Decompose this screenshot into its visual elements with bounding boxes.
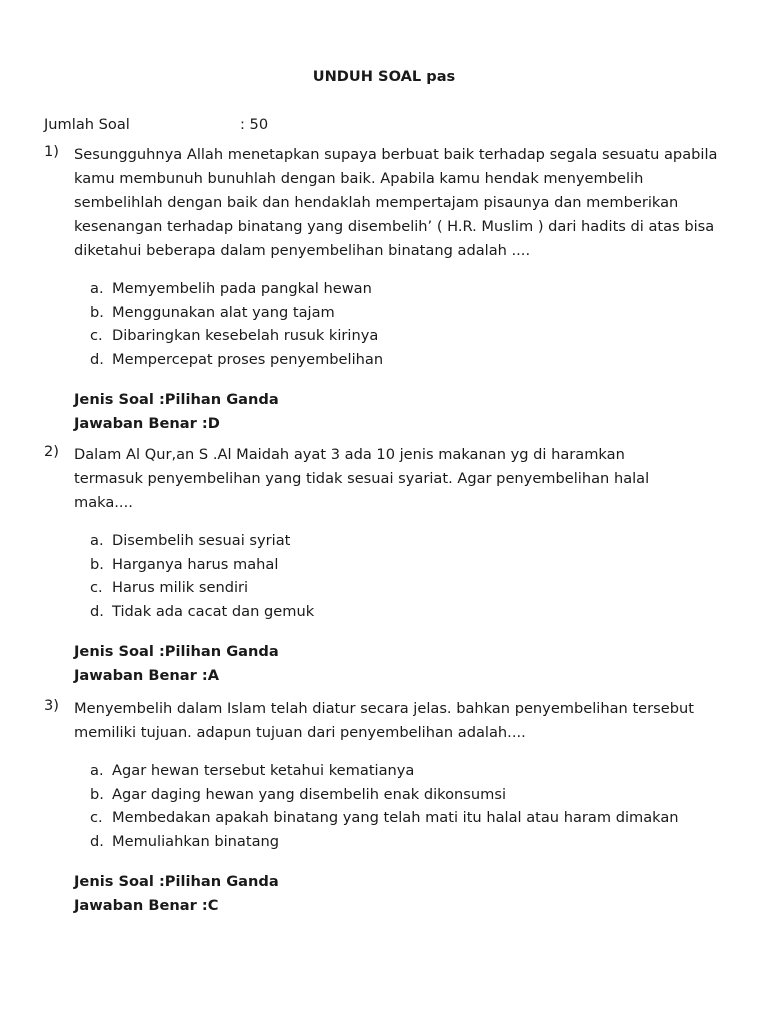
question-count-value: : 50: [240, 116, 269, 133]
correct-answer: Jawaban Benar :A: [74, 666, 220, 684]
question-type: Jenis Soal :Pilihan Ganda: [74, 872, 279, 890]
option-letter: a.: [90, 280, 104, 297]
option-letter: a.: [90, 762, 104, 779]
option-text: Mempercepat proses penyembelihan: [112, 351, 384, 369]
question-info: [74, 870, 734, 918]
option-letter: c.: [90, 327, 103, 345]
option-letter: d.: [90, 351, 104, 369]
correct-answer: Jawaban Benar :D: [74, 414, 220, 432]
question-1: [44, 143, 734, 436]
option-a: [90, 529, 734, 553]
question-number: 2): [44, 443, 59, 460]
question-text: Dalam Al Qur,an S .Al Maidah ayat 3 ada 10 jenis makanan yg di haramkan termasuk penyembelihan yang tidak sesuai syariat. Agar penyembelihan halal maka....: [74, 446, 650, 511]
option-a: [90, 277, 734, 301]
option-list: [90, 759, 734, 854]
option-c: [90, 324, 734, 348]
question-3: [44, 697, 734, 918]
option-text: Menggunakan alat yang tajam: [112, 303, 335, 321]
option-text: Dibaringkan kesebelah rusuk kirinya: [112, 327, 379, 345]
option-b: [90, 783, 734, 807]
option-letter: a.: [90, 532, 104, 549]
option-text: Memuliahkan binatang: [112, 833, 280, 851]
option-letter: c.: [90, 809, 103, 827]
option-text: Tidak ada cacat dan gemuk: [112, 603, 315, 621]
question-text: Sesungguhnya Allah menetapkan supaya berbuat baik terhadap segala sesuatu apabila kamu membunuh bunuhlah dengan baik. Apabila kamu hendak menyembelih sembelihlah dengan baik dan hendaklah mempertajam pisaunya dan memberikan kesenangan terhadap binatang yang disembelih’ ( H.R. Muslim ) dari hadits di atas bisa diketahui beberapa dalam penyembelihan binatang adalah ....: [74, 146, 718, 259]
option-letter: c.: [90, 579, 103, 597]
option-letter: d.: [90, 833, 104, 851]
option-list: [90, 277, 734, 372]
option-c: [90, 806, 734, 830]
option-letter: b.: [90, 303, 104, 321]
option-letter: d.: [90, 603, 104, 621]
option-d: [90, 830, 734, 854]
option-text: Disembelih sesuai syriat: [112, 532, 291, 549]
option-list: [90, 529, 734, 624]
option-a: [90, 759, 734, 783]
document-title: UNDUH SOAL pas: [312, 68, 456, 85]
option-text: Agar hewan tersebut ketahui kematianya: [112, 762, 415, 779]
option-d: [90, 348, 734, 372]
correct-answer: Jawaban Benar :C: [74, 896, 219, 914]
question-info: [74, 640, 734, 688]
question-number: 1): [44, 143, 59, 160]
option-text: Harganya harus mahal: [112, 555, 279, 573]
option-b: [90, 553, 734, 577]
question-2: [44, 443, 734, 688]
question-count-label: Jumlah Soal: [44, 116, 130, 133]
option-d: [90, 600, 734, 624]
option-letter: b.: [90, 785, 104, 803]
option-text: Agar daging hewan yang disembelih enak dikonsumsi: [112, 785, 507, 803]
option-letter: b.: [90, 555, 104, 573]
option-c: [90, 576, 734, 600]
question-count: [44, 116, 268, 133]
question-type: Jenis Soal :Pilihan Ganda: [74, 642, 279, 660]
option-b: [90, 301, 734, 325]
question-type: Jenis Soal :Pilihan Ganda: [74, 390, 279, 408]
question-text: Menyembelih dalam Islam telah diatur secara jelas. bahkan penyembelihan tersebut memiliki tujuan. adapun tujuan dari penyembelihan adalah....: [74, 700, 694, 741]
option-text: Memyembelih pada pangkal hewan: [112, 280, 372, 297]
option-text: Membedakan apakah binatang yang telah mati itu halal atau haram dimakan: [112, 809, 679, 827]
option-text: Harus milik sendiri: [112, 579, 249, 597]
question-number: 3): [44, 697, 59, 714]
question-info: [74, 388, 734, 436]
